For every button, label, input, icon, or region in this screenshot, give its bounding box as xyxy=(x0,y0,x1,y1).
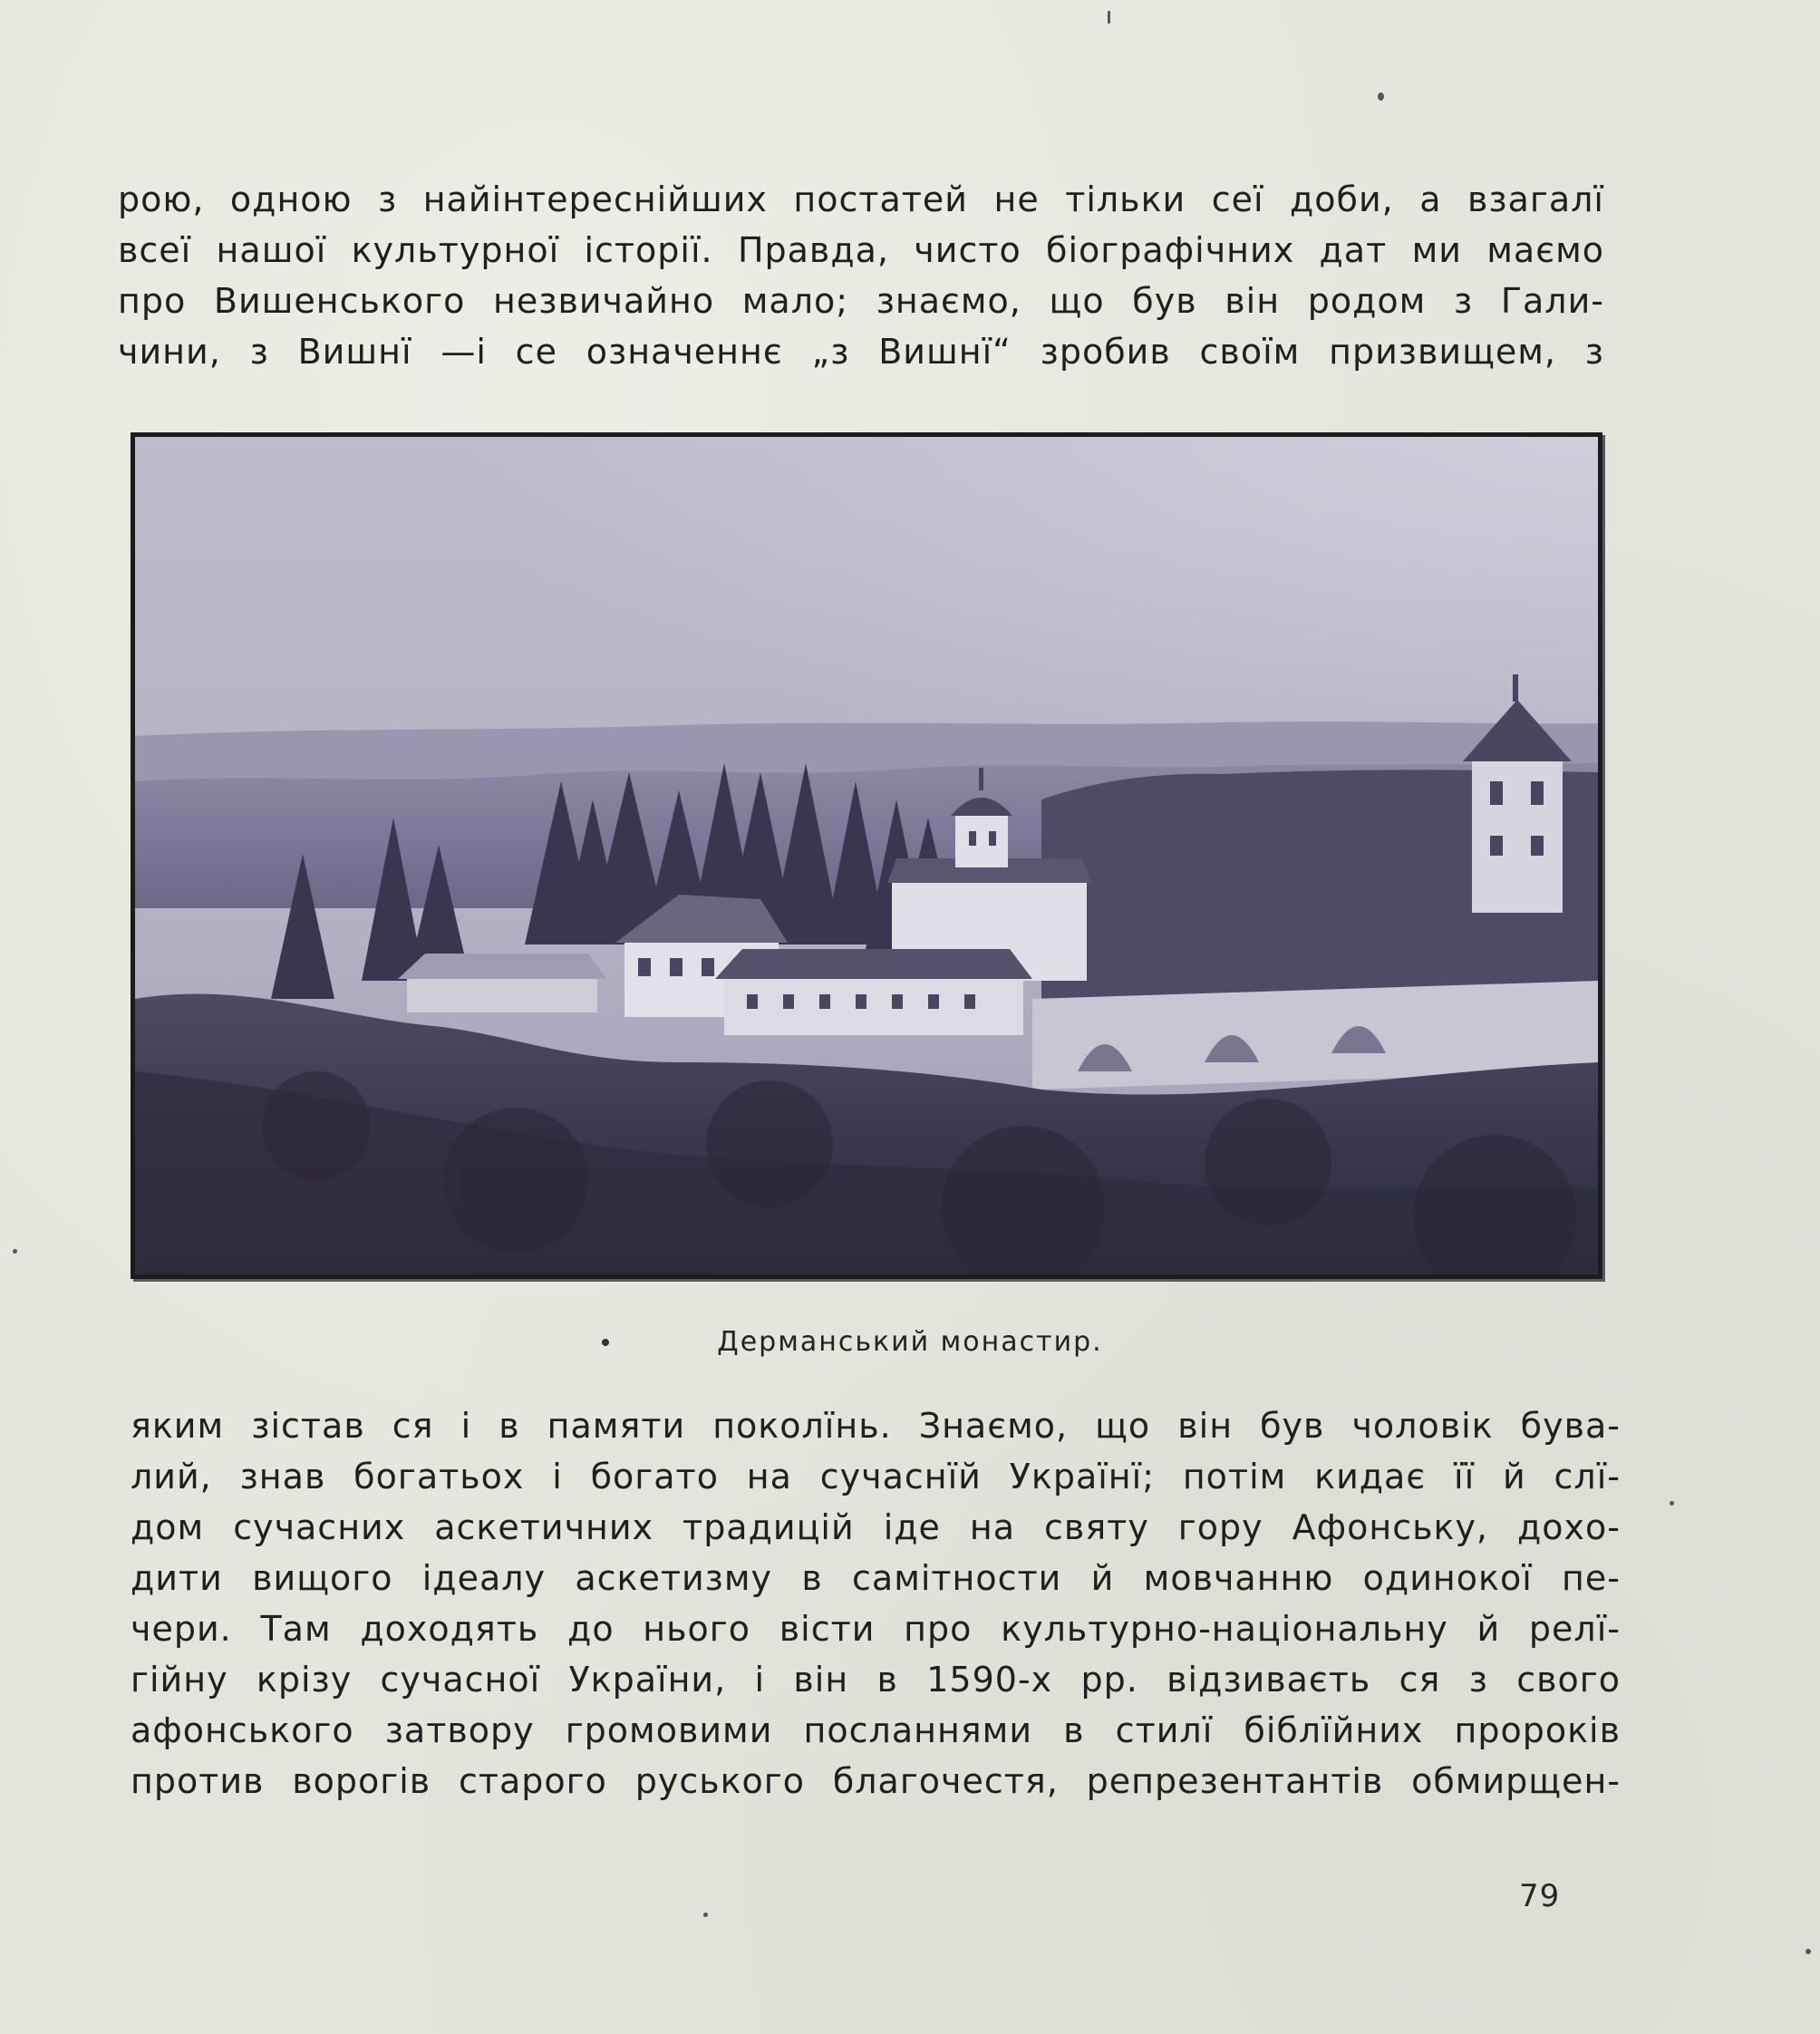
paper-speck xyxy=(1670,1501,1674,1506)
top-paragraph xyxy=(118,174,1604,377)
page-number: 79 xyxy=(1519,1878,1561,1914)
photo-frame xyxy=(131,432,1602,1279)
text-line: всеї нашої культурної історії. Правда, чисто біографічних дат ми маємо xyxy=(118,230,1604,270)
text-line: рою, одною з найінтереснійших постатей не тільки сеї доби, а взагалї xyxy=(118,179,1604,219)
text-line: чери. Там доходять до нього вісти про культурно-національну й релї- xyxy=(131,1609,1621,1649)
monastery-photo xyxy=(135,437,1598,1274)
paper-speck xyxy=(703,1913,708,1917)
figure-caption: Дерманський монастир. xyxy=(717,1326,1103,1358)
text-line: лий, знав богатьох і богато на сучаснїй Українї; потім кидає її й слї- xyxy=(131,1457,1621,1496)
text-line: дом сучасних аскетичних традицій іде на святу гору Афонську, дохо- xyxy=(131,1507,1621,1547)
text-line: гійну крізу сучасної України, і він в 1590-х рр. відзиваєть ся з свого xyxy=(131,1660,1621,1700)
bottom-paragraph xyxy=(131,1400,1621,1806)
text-line: против ворогів старого руського благочестя, репрезентантів обмирщен- xyxy=(131,1761,1621,1801)
paper-speck xyxy=(1378,92,1384,101)
text-line: афонського затвору громовими посланнями в стилї біблїйних пророків xyxy=(131,1710,1621,1750)
text-line: дити вищого ідеалу аскетизму в самітности й мовчанню одинокої пе- xyxy=(131,1558,1621,1598)
paper-speck xyxy=(1108,11,1110,24)
text-line: яким зістав ся і в памяти поколїнь. Знаємо, що він був чоловік бува- xyxy=(131,1406,1621,1446)
text-line: чини, з Вишнї —і се означеннє „з Вишнї“ зробив своїм призвищем, з xyxy=(118,332,1604,372)
text-line: про Вишенського незвичайно мало; знаємо, що був він родом з Гали- xyxy=(118,281,1604,321)
paper-speck xyxy=(1805,1949,1811,1954)
monastery-photo-figure xyxy=(131,432,1599,1275)
paper-speck xyxy=(13,1249,17,1254)
